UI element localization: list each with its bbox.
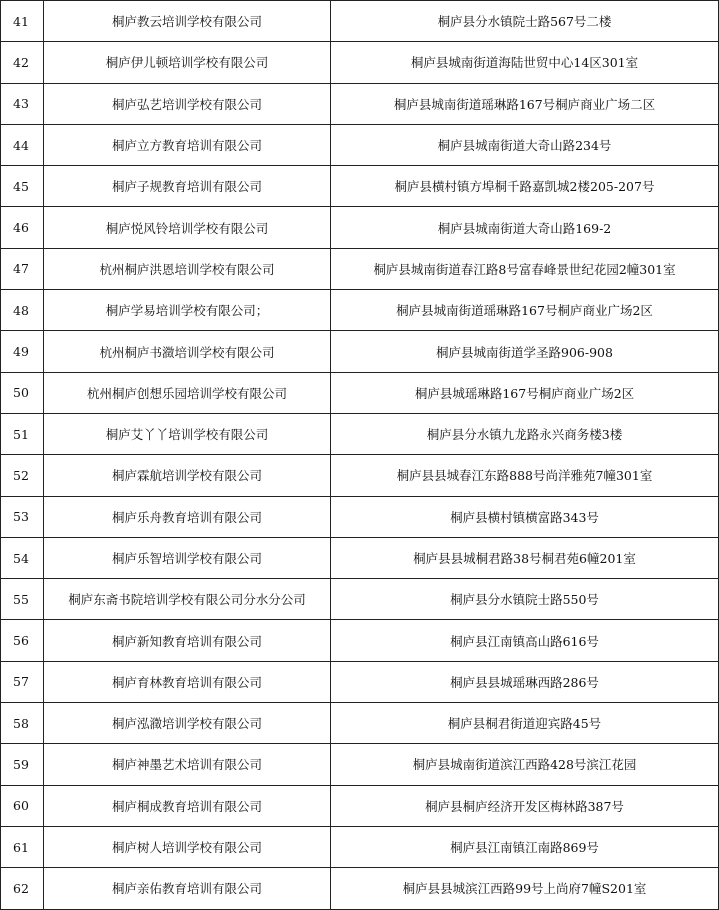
school-name: 桐庐悦风铃培训学校有限公司 (44, 207, 331, 248)
row-number: 54 (1, 537, 44, 578)
school-address: 桐庐县城南街道大奇山路234号 (331, 124, 719, 165)
table-row (1, 413, 719, 454)
school-address: 桐庐县桐君街道迎宾路45号 (331, 703, 719, 744)
table-row (1, 83, 719, 124)
school-name: 桐庐神墨艺术培训有限公司 (44, 744, 331, 785)
row-number: 61 (1, 826, 44, 867)
school-name: 桐庐学易培训学校有限公司； (44, 290, 331, 331)
table-row (1, 785, 719, 826)
row-number: 62 (1, 868, 44, 909)
school-name: 桐庐弘艺培训学校有限公司 (44, 83, 331, 124)
school-name: 杭州桐庐洪恩培训学校有限公司 (44, 248, 331, 289)
school-address: 桐庐县横村镇方埠桐千路嘉凯城2楼205-207号 (331, 166, 719, 207)
row-number: 43 (1, 83, 44, 124)
school-address: 桐庐县县城春江东路888号尚洋雅苑7幢301室 (331, 455, 719, 496)
row-number: 47 (1, 248, 44, 289)
table-row (1, 496, 719, 537)
school-address: 桐庐县城南街道春江路8号富春峰景世纪花园2幢301室 (331, 248, 719, 289)
table-row (1, 537, 719, 578)
table-row (1, 207, 719, 248)
table-row (1, 744, 719, 785)
table-row (1, 124, 719, 165)
table-row (1, 826, 719, 867)
school-name: 杭州桐庐创想乐园培训学校有限公司 (44, 372, 331, 413)
row-number: 52 (1, 455, 44, 496)
school-address: 桐庐县县城瑶琳西路286号 (331, 661, 719, 702)
row-number: 49 (1, 331, 44, 372)
row-number: 53 (1, 496, 44, 537)
row-number: 41 (1, 1, 44, 42)
row-number: 48 (1, 290, 44, 331)
school-address: 桐庐县城南街道瑶琳路167号桐庐商业广场二区 (331, 83, 719, 124)
row-number: 59 (1, 744, 44, 785)
school-name: 桐庐树人培训学校有限公司 (44, 826, 331, 867)
table-row (1, 620, 719, 661)
school-name: 桐庐亲佑教育培训有限公司 (44, 868, 331, 909)
table-row (1, 42, 719, 83)
school-name: 桐庐东斋书院培训学校有限公司分水分公司 (44, 579, 331, 620)
school-address: 桐庐县江南镇高山路616号 (331, 620, 719, 661)
table-row (1, 248, 719, 289)
school-address: 桐庐县城南街道大奇山路169-2 (331, 207, 719, 248)
table-row (1, 579, 719, 620)
school-address: 桐庐县县城滨江西路99号上尚府7幢S201室 (331, 868, 719, 909)
row-number: 42 (1, 42, 44, 83)
table-body (1, 1, 719, 910)
row-number: 57 (1, 661, 44, 702)
table-row (1, 290, 719, 331)
school-name: 桐庐乐舟教育培训有限公司 (44, 496, 331, 537)
table-row (1, 331, 719, 372)
school-address: 桐庐县县城桐君路38号桐君苑6幢201室 (331, 537, 719, 578)
school-name: 桐庐子规教育培训有限公司 (44, 166, 331, 207)
row-number: 56 (1, 620, 44, 661)
school-address: 桐庐县横村镇横富路343号 (331, 496, 719, 537)
row-number: 55 (1, 579, 44, 620)
row-number: 58 (1, 703, 44, 744)
school-name: 桐庐桐成教育培训有限公司 (44, 785, 331, 826)
school-name: 桐庐育林教育培训有限公司 (44, 661, 331, 702)
school-address: 桐庐县桐庐经济开发区梅林路387号 (331, 785, 719, 826)
row-number: 51 (1, 413, 44, 454)
row-number: 50 (1, 372, 44, 413)
school-address: 桐庐县城南街道滨江西路428号滨江花园 (331, 744, 719, 785)
row-number: 60 (1, 785, 44, 826)
school-name: 桐庐泓瀓培训学校有限公司 (44, 703, 331, 744)
school-address: 桐庐县城瑶琳路167号桐庐商业广场2区 (331, 372, 719, 413)
row-number: 45 (1, 166, 44, 207)
table-row (1, 661, 719, 702)
school-name: 桐庐新知教育培训有限公司 (44, 620, 331, 661)
school-address: 桐庐县城南街道学圣路906-908 (331, 331, 719, 372)
school-name: 杭州桐庐书瀓培训学校有限公司 (44, 331, 331, 372)
table-row (1, 455, 719, 496)
row-number: 46 (1, 207, 44, 248)
table-row (1, 703, 719, 744)
row-number: 44 (1, 124, 44, 165)
table-row (1, 1, 719, 42)
school-name: 桐庐立方教育培训有限公司 (44, 124, 331, 165)
table-row (1, 868, 719, 909)
school-address: 桐庐县江南镇江南路869号 (331, 826, 719, 867)
school-address: 桐庐县城南街道海陆世贸中心14区301室 (331, 42, 719, 83)
school-address: 桐庐县分水镇九龙路永兴商务楼3楼 (331, 413, 719, 454)
school-name: 桐庐艾丫丫培训学校有限公司 (44, 413, 331, 454)
school-address: 桐庐县分水镇院士路550号 (331, 579, 719, 620)
school-address: 桐庐县分水镇院士路567号二楼 (331, 1, 719, 42)
school-name: 桐庐霖航培训学校有限公司 (44, 455, 331, 496)
school-address: 桐庐县城南街道瑶琳路167号桐庐商业广场2区 (331, 290, 719, 331)
table-row (1, 372, 719, 413)
school-name: 桐庐教云培训学校有限公司 (44, 1, 331, 42)
school-name: 桐庐乐智培训学校有限公司 (44, 537, 331, 578)
school-name: 桐庐伊儿顿培训学校有限公司 (44, 42, 331, 83)
table-row (1, 166, 719, 207)
